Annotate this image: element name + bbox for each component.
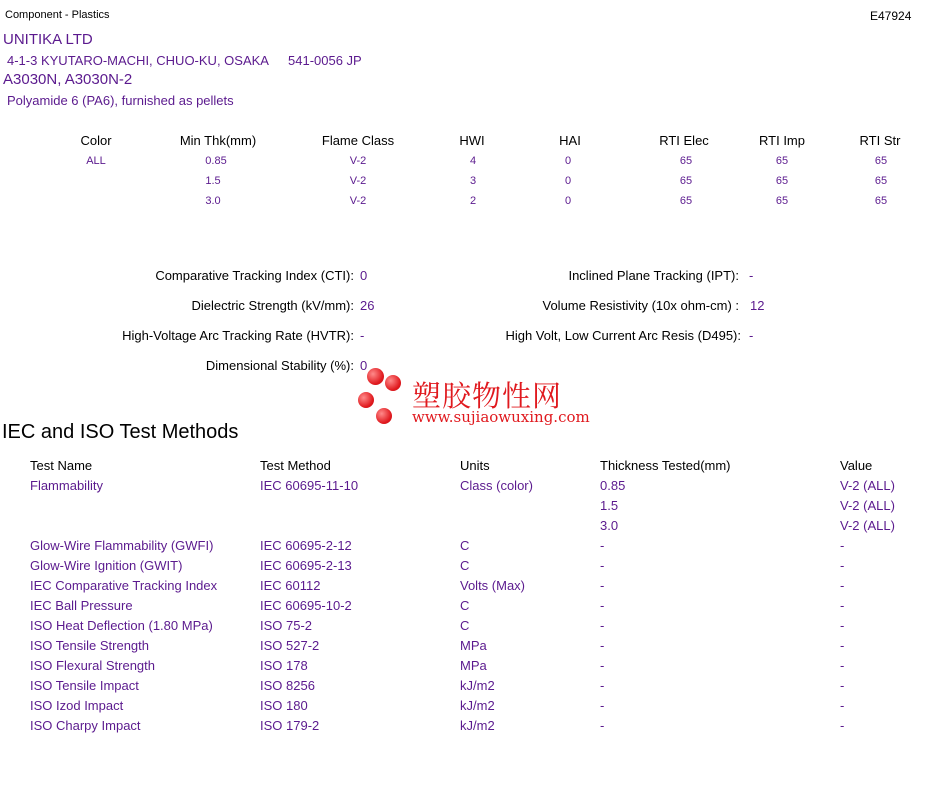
product-description: Polyamide 6 (PA6), furnished as pellets: [7, 93, 234, 108]
ratings-header-cell: Flame Class: [321, 133, 395, 148]
property-value: 26: [360, 298, 375, 313]
product-name: A3030N, A3030N-2: [3, 71, 133, 88]
ratings-header-cell: RTI Elec: [659, 133, 709, 148]
thickness-cell: -: [600, 618, 605, 633]
ratings-cell: 65: [679, 195, 693, 207]
test-name-cell: ISO Heat Deflection (1.80 MPa): [30, 618, 213, 633]
ratings-header-cell: HAI: [559, 133, 581, 148]
test-name-cell: ISO Flexural Strength: [30, 658, 155, 673]
property-label: Dimensional Stability (%):: [205, 358, 354, 373]
thickness-cell: 1.5: [600, 498, 619, 513]
thickness-cell: 0.85: [600, 478, 626, 493]
ratings-cell: ALL: [86, 155, 106, 167]
test-method-cell: ISO 527-2: [260, 638, 320, 653]
test-name-cell: Glow-Wire Ignition (GWIT): [30, 558, 183, 573]
property-label: High Volt, Low Current Arc Resis (D495):: [505, 328, 741, 343]
value-cell: -: [840, 638, 845, 653]
test-name-cell: Flammability: [30, 478, 103, 493]
property-label: Inclined Plane Tracking (IPT):: [568, 268, 739, 283]
value-cell: -: [840, 578, 845, 593]
ratings-cell: 3.0: [205, 195, 221, 207]
test-name-cell: IEC Comparative Tracking Index: [30, 578, 218, 593]
ratings-cell: V-2: [349, 195, 367, 207]
ratings-cell: 65: [874, 175, 888, 187]
ratings-cell: V-2: [349, 175, 367, 187]
test-name-cell: ISO Tensile Strength: [30, 638, 149, 653]
units-cell: MPa: [460, 658, 487, 673]
test-method-cell: ISO 8256: [260, 678, 315, 693]
logo-dot-icon: [376, 408, 392, 424]
test-method-cell: IEC 60695-11-10: [260, 478, 359, 493]
value-cell: V-2 (ALL): [840, 478, 895, 493]
property-value: 0: [360, 268, 368, 283]
thickness-cell: -: [600, 538, 605, 553]
thickness-cell: -: [600, 578, 605, 593]
property-value: -: [360, 328, 365, 343]
value-cell: -: [840, 718, 845, 733]
test-method-cell: ISO 179-2: [260, 718, 320, 733]
iec-header-cell: Test Method: [260, 458, 331, 473]
ratings-cell: 65: [679, 155, 693, 167]
logo-dot-icon: [367, 368, 384, 385]
ratings-cell: 65: [775, 175, 789, 187]
units-cell: kJ/m2: [460, 698, 495, 713]
ratings-cell: 0.85: [205, 155, 227, 167]
ratings-cell: V-2: [349, 155, 367, 167]
iec-section-title: IEC and ISO Test Methods: [2, 421, 239, 443]
units-cell: C: [460, 598, 470, 613]
ratings-header-cell: Min Thk(mm): [179, 133, 257, 148]
logo-dot-icon: [385, 375, 401, 391]
thickness-cell: -: [600, 638, 605, 653]
iec-header-cell: Value: [840, 458, 873, 473]
ratings-cell: 2: [469, 195, 477, 207]
ratings-cell: 65: [775, 195, 789, 207]
test-name-cell: IEC Ball Pressure: [30, 598, 133, 613]
thickness-cell: -: [600, 718, 605, 733]
logo-dot-icon: [358, 392, 374, 408]
property-label: Volume Resistivity (10x ohm-cm) :: [542, 298, 739, 313]
property-value: -: [749, 268, 754, 283]
watermark-url: www.sujiaowuxing.com: [412, 408, 590, 426]
test-name-cell: ISO Tensile Impact: [30, 678, 139, 693]
property-value: 0: [360, 358, 368, 373]
test-method-cell: ISO 178: [260, 658, 308, 673]
ratings-cell: 1.5: [205, 175, 221, 187]
units-cell: C: [460, 618, 470, 633]
thickness-cell: -: [600, 558, 605, 573]
thickness-cell: -: [600, 658, 605, 673]
ratings-header-cell: HWI: [459, 133, 485, 148]
value-cell: -: [840, 658, 845, 673]
ratings-cell: 3: [469, 175, 477, 187]
thickness-cell: 3.0: [600, 518, 619, 533]
test-name-cell: ISO Charpy Impact: [30, 718, 141, 733]
company-name: UNITIKA LTD: [3, 31, 93, 48]
ratings-header-cell: RTI Imp: [759, 133, 805, 148]
property-label: Dielectric Strength (kV/mm):: [191, 298, 354, 313]
iec-header-cell: Units: [460, 458, 490, 473]
property-value: -: [749, 328, 754, 343]
watermark-logo: [355, 366, 595, 430]
value-cell: -: [840, 698, 845, 713]
units-cell: MPa: [460, 638, 487, 653]
units-cell: Volts (Max): [460, 578, 526, 593]
ratings-header-cell: RTI Str: [859, 133, 901, 148]
ratings-cell: 0: [564, 195, 572, 207]
units-cell: kJ/m2: [460, 718, 495, 733]
value-cell: -: [840, 538, 845, 553]
test-method-cell: ISO 75-2: [260, 618, 313, 633]
test-name-cell: ISO Izod Impact: [30, 698, 124, 713]
units-cell: Class (color): [460, 478, 533, 493]
test-method-cell: IEC 60695-2-12: [260, 538, 352, 553]
watermark-text: 塑胶物性网: [412, 379, 563, 413]
property-label: High-Voltage Arc Tracking Rate (HVTR):: [122, 328, 354, 343]
ratings-cell: 65: [874, 155, 888, 167]
test-method-cell: IEC 60112: [260, 578, 321, 593]
iec-header-cell: Test Name: [30, 458, 93, 473]
property-label: Comparative Tracking Index (CTI):: [155, 268, 354, 283]
value-cell: -: [840, 618, 845, 633]
property-value: 12: [750, 298, 765, 313]
thickness-cell: -: [600, 598, 605, 613]
company-address: 4-1-3 KYUTARO-MACHI, CHUO-KU, OSAKA: [7, 53, 269, 68]
ratings-cell: 4: [469, 155, 477, 167]
file-number: E47924: [870, 9, 912, 23]
value-cell: -: [840, 558, 845, 573]
value-cell: -: [840, 678, 845, 693]
value-cell: V-2 (ALL): [840, 498, 895, 513]
test-method-cell: ISO 180: [260, 698, 308, 713]
thickness-cell: -: [600, 698, 605, 713]
ratings-cell: 65: [775, 155, 789, 167]
test-method-cell: IEC 60695-2-13: [260, 558, 352, 573]
ratings-cell: 0: [564, 175, 572, 187]
ratings-cell: 65: [679, 175, 693, 187]
ratings-cell: 65: [874, 195, 888, 207]
ratings-header-cell: Color: [80, 133, 112, 148]
value-cell: V-2 (ALL): [840, 518, 895, 533]
ratings-cell: 0: [564, 155, 572, 167]
thickness-cell: -: [600, 678, 605, 693]
units-cell: C: [460, 558, 470, 573]
value-cell: -: [840, 598, 845, 613]
test-name-cell: Glow-Wire Flammability (GWFI): [30, 538, 214, 553]
units-cell: C: [460, 538, 470, 553]
category-label: Component - Plastics: [5, 9, 110, 21]
postal-code: 541-0056 JP: [288, 53, 362, 68]
units-cell: kJ/m2: [460, 678, 495, 693]
test-method-cell: IEC 60695-10-2: [260, 598, 352, 613]
iec-header-cell: Thickness Tested(mm): [600, 458, 731, 473]
